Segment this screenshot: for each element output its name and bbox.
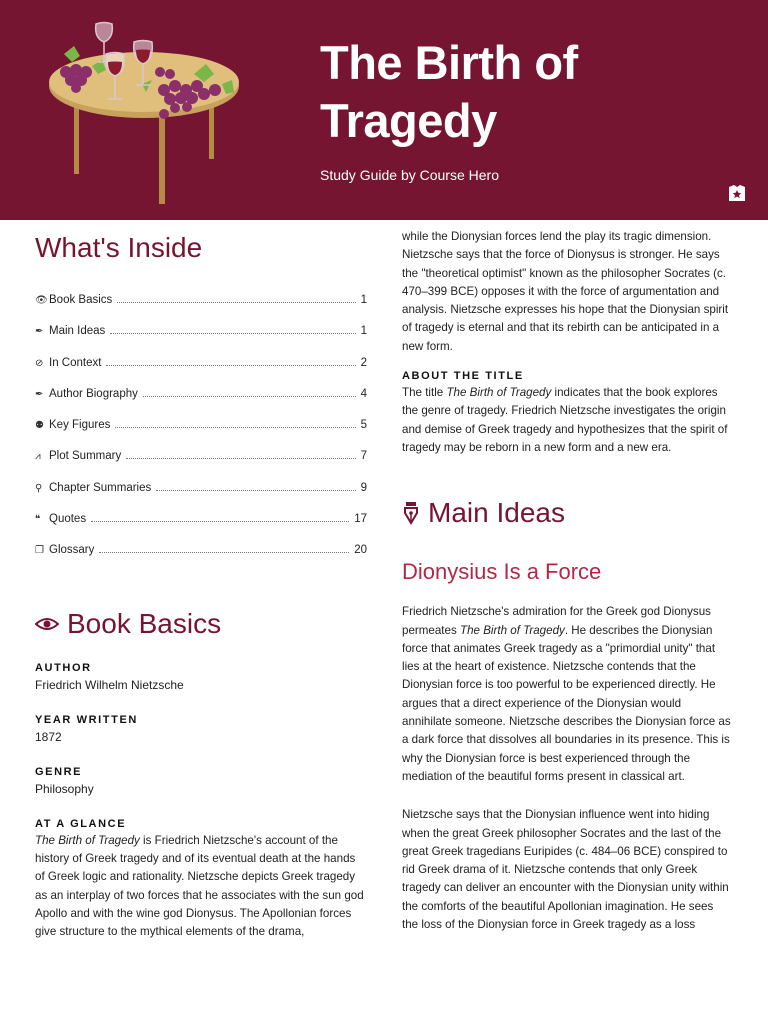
toc-leader-dots xyxy=(110,325,355,334)
right-column xyxy=(402,228,732,934)
continued-paragraph: while the Dionysian forces lend the play its tragic dimension. Nietzsche says that the force of Dionysus is stronger. He says the "theoretical optimist" known as the philosopher Socrates (c. 470–399 BCE) opposes it with the force of argumentation and analysis. Nietzsche expresses his hope that the Dionysian spirit of tragedy is eternal and that its rebirth can be anticipated in a new form. xyxy=(402,230,729,353)
toc-item-quotes[interactable] xyxy=(35,513,367,544)
toc-item-chapter-summaries[interactable] xyxy=(35,482,367,513)
toc-leader-dots xyxy=(91,513,349,522)
toc-leader-dots xyxy=(117,294,355,303)
about-post: indicates that the book explores the genre of tragedy. Friedrich Nietzsche investigates the origin and demise of Greek tragedy and hypothesizes that the spirit of tragedy may be reborn in a new form and a new era. xyxy=(402,386,728,454)
at-a-glance-text xyxy=(35,832,367,942)
about-pre: The title xyxy=(402,386,447,400)
main-ideas-heading xyxy=(402,497,732,529)
book-title-italic: The Birth of Tragedy xyxy=(35,833,140,847)
toc-item-label: Book Basics xyxy=(49,294,113,306)
toc-item-page: 20 xyxy=(354,544,367,557)
toc-item-label: Quotes xyxy=(49,513,87,526)
magnifier-icon: ⚲ xyxy=(35,482,43,494)
toc-item-page: 2 xyxy=(360,356,367,369)
author-value: Friedrich Wilhelm Nietzsche xyxy=(35,677,184,692)
at-a-glance-body: is Friedrich Nietzsche's account of the history of Greek tragedy and of its eventual death at the hands of Greek logic and rationality. Nietzsche depicts Greek tragedy as an interplay of two forces that he associates with the sun god Apollo and with the wine god Dionysus. The Apollonian forces give structure to the mythical elements of the drama, xyxy=(35,833,364,939)
p1-post: . He describes the Dionysian force that animates Greek tragedy as a "primordial unity" that lies at the heart of existence. Nietzsche contends that the Dionysian force is too powerful to be experienced directly. He argues that a direct experience of the Dionysian would annihilate someone. Nietzsche describes the Dionysian force as a dark force that dissolves all boundaries in its presence. This is why the Dionysian force is best experienced through the mediation of the beautiful forms present in classical art. xyxy=(402,623,731,783)
quote-icon: ❝ xyxy=(35,514,41,526)
toc-item-page: 1 xyxy=(360,294,367,306)
toc-item-in-context[interactable] xyxy=(35,357,367,388)
p1-pre: Friedrich Nietzsche's admiration for the Greek god Dionysus permeates xyxy=(402,605,711,637)
toc-item-page: 4 xyxy=(360,387,367,400)
year-written-label: YEAR WRITTEN xyxy=(35,713,138,726)
table-of-contents xyxy=(35,294,367,576)
toc-leader-dots xyxy=(143,388,356,397)
dionysius-subheading: Dionysius Is a Force xyxy=(402,559,602,585)
document-title xyxy=(320,34,740,150)
toc-leader-dots xyxy=(106,357,355,366)
book-basics-heading xyxy=(35,608,367,640)
p1-book-title: The Birth of Tragedy xyxy=(460,623,565,637)
whats-inside-heading: What's Inside xyxy=(35,232,203,263)
people-icon: ⚉ xyxy=(35,420,44,432)
main-ideas-heading-text: Main Ideas xyxy=(428,497,565,529)
toc-item-page: 9 xyxy=(360,481,367,494)
toc-item-key-figures[interactable] xyxy=(35,419,367,450)
main-ideas-paragraph-1 xyxy=(402,603,732,786)
toc-leader-dots xyxy=(99,544,349,553)
toc-item-book-basics[interactable] xyxy=(35,294,367,325)
at-a-glance-label: AT A GLANCE xyxy=(35,817,127,830)
main-ideas-paragraph-2: Nietzsche says that the Dionysian influence went into hiding when the great Greek philosopher Socrates and the last of the great Greek tragedians Euripides (c. 484–06 BCE) conspired to rid Greek drama of it. Nietzsche contends that only Greek tragedy can deliver an encounter with the Dionysian unity within the comforts of the beautiful Apollonian imagination. He sees the loss of the Dionysian force in Greek tragedy as a loss xyxy=(402,808,729,932)
toc-item-label: Main Ideas xyxy=(49,325,106,338)
about-the-title-label: ABOUT THE TITLE xyxy=(402,370,524,383)
toc-item-author-biography[interactable] xyxy=(35,388,367,419)
eye-icon: 👁 xyxy=(35,295,48,306)
toc-item-page: 5 xyxy=(360,419,367,432)
genre-value: Philosophy xyxy=(35,781,94,796)
compass-icon: ⊘ xyxy=(35,357,44,369)
chart-icon: ⩘ xyxy=(35,451,41,463)
header-banner xyxy=(0,0,768,220)
toc-leader-dots xyxy=(156,482,355,491)
about-book-title: The Birth of Tragedy xyxy=(446,386,552,400)
year-written-value: 1872 xyxy=(35,729,62,744)
left-column xyxy=(35,228,367,941)
genre-label: GENRE xyxy=(35,765,83,778)
title-line-2: Tragedy xyxy=(320,94,497,147)
toc-item-page: 17 xyxy=(354,513,367,526)
toc-item-plot-summary[interactable] xyxy=(35,450,367,481)
toc-leader-dots xyxy=(126,450,355,459)
document-subtitle: Study Guide by Course Hero xyxy=(320,167,499,183)
toc-item-page: 1 xyxy=(360,325,367,338)
book-basics-heading-text: Book Basics xyxy=(67,607,222,639)
eye-icon xyxy=(35,616,59,632)
toc-item-main-ideas[interactable] xyxy=(35,325,367,356)
toc-item-page: 7 xyxy=(360,450,367,463)
pen-icon: ✒ xyxy=(35,388,44,400)
cards-icon: ❐ xyxy=(35,545,44,557)
pen-icon: ✒ xyxy=(35,326,44,338)
toc-item-glossary[interactable] xyxy=(35,544,367,575)
pen-nib-icon xyxy=(402,501,420,525)
wine-table-illustration xyxy=(44,14,244,204)
toc-item-label: Chapter Summaries xyxy=(49,481,152,494)
toc-item-label: Author Biography xyxy=(49,387,138,400)
toc-item-label: Key Figures xyxy=(49,419,111,432)
toc-leader-dots xyxy=(115,419,355,428)
toc-item-label: Glossary xyxy=(49,544,95,557)
author-label: AUTHOR xyxy=(35,661,92,674)
toc-item-label: Plot Summary xyxy=(49,450,122,463)
title-line-1: The Birth of xyxy=(320,36,578,89)
course-hero-badge-icon xyxy=(728,184,746,202)
about-the-title-text xyxy=(402,384,732,457)
toc-item-label: In Context xyxy=(49,356,102,369)
